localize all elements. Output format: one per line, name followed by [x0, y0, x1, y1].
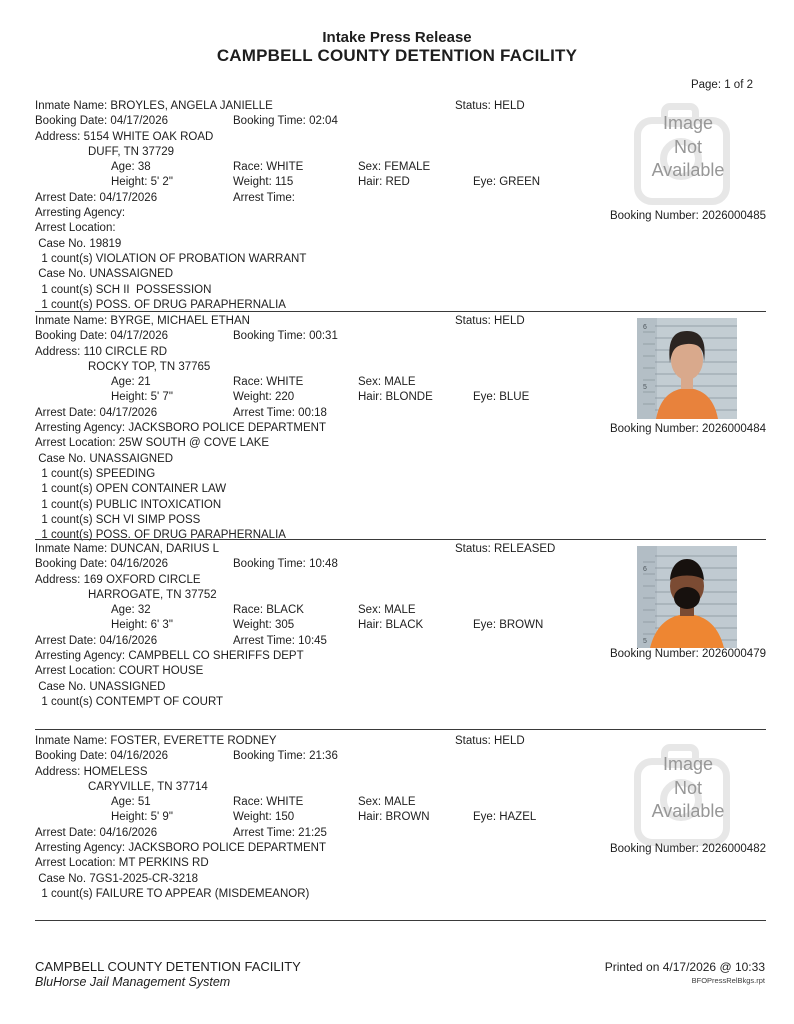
case-number: Case No. 7GS1-2025-CR-3218 — [35, 872, 198, 885]
age: Age: 21 — [111, 376, 151, 389]
footer-system-name: BluHorse Jail Management System — [35, 975, 231, 989]
height: Height: 5' 2" — [111, 176, 173, 189]
sex: Sex: MALE — [358, 796, 416, 809]
inmate-record — [35, 543, 766, 723]
image-not-available-text: Image Not Available — [651, 113, 725, 180]
address-line1: Address: 110 CIRCLE RD — [35, 345, 168, 358]
inmate-record — [35, 100, 766, 311]
weight: Weight: 305 — [233, 619, 295, 632]
hair: Hair: BLONDE — [358, 391, 433, 404]
hair: Hair: RED — [358, 176, 410, 189]
charge-line: 1 count(s) SCH VI SIMP POSS — [35, 513, 201, 526]
image-not-available-placeholder — [632, 742, 744, 852]
image-not-available-placeholder — [632, 101, 744, 211]
case-number: Case No. UNASSAIGNED — [35, 452, 174, 465]
eye: Eye: GREEN — [473, 176, 541, 189]
status-badge: Status: HELD — [455, 100, 525, 112]
charge-line: 1 count(s) POSS. OF DRUG PARAPHERNALIA — [35, 298, 286, 311]
booking-number: Booking Number: 2026000484 — [609, 423, 766, 435]
mugshot-photo — [637, 546, 737, 648]
ruler-mark: 6 — [643, 324, 647, 331]
case-number: Case No. UNASSAIGNED — [35, 268, 174, 281]
booking-date: Booking Date: 04/17/2026 — [35, 115, 168, 128]
inmate-name: Inmate Name: BYRGE, MICHAEL ETHAN — [35, 315, 250, 327]
record-divider — [35, 729, 766, 730]
arrest-time: Arrest Time: 21:25 — [233, 826, 327, 839]
inmate-record — [35, 735, 766, 914]
facility-title: CAMPBELL COUNTY DETENTION FACILITY — [216, 46, 578, 65]
charge-line: 1 count(s) SPEEDING — [35, 467, 156, 480]
arresting-agency: Arresting Agency: — [35, 207, 126, 220]
record-divider — [35, 311, 766, 312]
booking-time: Booking Time: 02:04 — [233, 115, 338, 128]
charge-line: 1 count(s) VIOLATION OF PROBATION WARRANT — [35, 252, 307, 265]
footer-printed-timestamp: Printed on 4/17/2026 @ 10:33 — [604, 960, 765, 974]
booking-date: Booking Date: 04/16/2026 — [35, 750, 168, 763]
height: Height: 6' 3" — [111, 619, 173, 632]
arrest-time: Arrest Time: 10:45 — [233, 634, 327, 647]
charge-line: 1 count(s) FAILURE TO APPEAR (MISDEMEANOR) — [35, 887, 310, 900]
address-line2: CARYVILLE, TN 37714 — [88, 780, 208, 793]
inmate-beard — [674, 587, 700, 609]
charge-line: 1 count(s) OPEN CONTAINER LAW — [35, 483, 227, 496]
charge-line: 1 count(s) PUBLIC INTOXICATION — [35, 498, 222, 511]
address-line2: HARROGATE, TN 37752 — [88, 588, 217, 601]
eye: Eye: HAZEL — [473, 811, 537, 824]
page-indicator: Page: 1 of 2 — [690, 79, 753, 91]
arresting-agency: Arresting Agency: JACKSBORO POLICE DEPARTMENT — [35, 842, 326, 855]
booking-time: Booking Time: 21:36 — [233, 750, 338, 763]
arrest-date: Arrest Date: 04/16/2026 — [35, 826, 158, 839]
age: Age: 51 — [111, 796, 151, 809]
footer-facility-name: CAMPBELL COUNTY DETENTION FACILITY — [35, 959, 301, 974]
race: Race: BLACK — [233, 604, 304, 617]
address-line2: ROCKY TOP, TN 37765 — [88, 360, 211, 373]
sex: Sex: MALE — [358, 376, 416, 389]
booking-time: Booking Time: 10:48 — [233, 558, 338, 571]
height: Height: 5' 9" — [111, 811, 173, 824]
age: Age: 38 — [111, 161, 151, 174]
weight: Weight: 220 — [233, 391, 295, 404]
arrest-time: Arrest Time: 00:18 — [233, 406, 327, 419]
inmate-name: Inmate Name: BROYLES, ANGELA JANIELLE — [35, 100, 273, 112]
arrest-location: Arrest Location: — [35, 222, 116, 235]
height: Height: 5' 7" — [111, 391, 173, 404]
mugshot-photo — [637, 318, 737, 419]
booking-date: Booking Date: 04/17/2026 — [35, 330, 168, 343]
booking-time: Booking Time: 00:31 — [233, 330, 338, 343]
charge-line: 1 count(s) SCH II POSSESSION — [35, 283, 212, 296]
race: Race: WHITE — [233, 376, 304, 389]
arrest-location: Arrest Location: MT PERKINS RD — [35, 857, 209, 870]
eye: Eye: BROWN — [473, 619, 544, 632]
arresting-agency: Arresting Agency: CAMPBELL CO SHERIFFS DEPT — [35, 650, 304, 663]
address-line1: Address: HOMELESS — [35, 765, 148, 778]
hair: Hair: BLACK — [358, 619, 424, 632]
status-badge: Status: HELD — [455, 315, 525, 327]
inmate-record — [35, 315, 766, 542]
eye: Eye: BLUE — [473, 391, 530, 404]
race: Race: WHITE — [233, 161, 304, 174]
record-divider — [35, 539, 766, 540]
booking-number: Booking Number: 2026000479 — [609, 648, 766, 660]
ruler-mark: 5 — [643, 638, 647, 645]
sex: Sex: MALE — [358, 604, 416, 617]
inmate-name: Inmate Name: FOSTER, EVERETTE RODNEY — [35, 735, 277, 747]
race: Race: WHITE — [233, 796, 304, 809]
inmate-name: Inmate Name: DUNCAN, DARIUS L — [35, 543, 220, 555]
arrest-location: Arrest Location: COURT HOUSE — [35, 665, 204, 678]
age: Age: 32 — [111, 604, 151, 617]
report-title: Intake Press Release — [322, 29, 472, 46]
weight: Weight: 115 — [233, 176, 294, 189]
arrest-time: Arrest Time: — [233, 191, 295, 204]
sex: Sex: FEMALE — [358, 161, 431, 174]
case-number: Case No. UNASSIGNED — [35, 680, 166, 693]
image-not-available-text: Image Not Available — [651, 754, 725, 821]
status-badge: Status: HELD — [455, 735, 525, 747]
arrest-date: Arrest Date: 04/17/2026 — [35, 191, 158, 204]
booking-number: Booking Number: 2026000482 — [609, 843, 766, 855]
arresting-agency: Arresting Agency: JACKSBORO POLICE DEPARTMENT — [35, 422, 326, 435]
ruler-mark: 5 — [643, 384, 647, 391]
address-line2: DUFF, TN 37729 — [88, 145, 175, 158]
booking-date: Booking Date: 04/16/2026 — [35, 558, 168, 571]
hair: Hair: BROWN — [358, 811, 430, 824]
address-line1: Address: 169 OXFORD CIRCLE — [35, 573, 201, 586]
case-number: Case No. 19819 — [35, 237, 122, 250]
arrest-date: Arrest Date: 04/17/2026 — [35, 406, 158, 419]
arrest-location: Arrest Location: 25W SOUTH @ COVE LAKE — [35, 437, 270, 450]
address-line1: Address: 5154 WHITE OAK ROAD — [35, 130, 214, 143]
footer-report-filename: BFOPressRelBkgs.rpt — [691, 976, 765, 985]
status-badge: Status: RELEASED — [455, 543, 556, 555]
ruler-mark: 6 — [643, 566, 647, 573]
booking-number: Booking Number: 2026000485 — [609, 210, 766, 222]
record-divider — [35, 920, 766, 921]
charge-line: 1 count(s) POSS. OF DRUG PARAPHERNALIA — [35, 529, 286, 542]
arrest-date: Arrest Date: 04/16/2026 — [35, 634, 158, 647]
charge-line: 1 count(s) CONTEMPT OF COURT — [35, 695, 224, 708]
weight: Weight: 150 — [233, 811, 295, 824]
